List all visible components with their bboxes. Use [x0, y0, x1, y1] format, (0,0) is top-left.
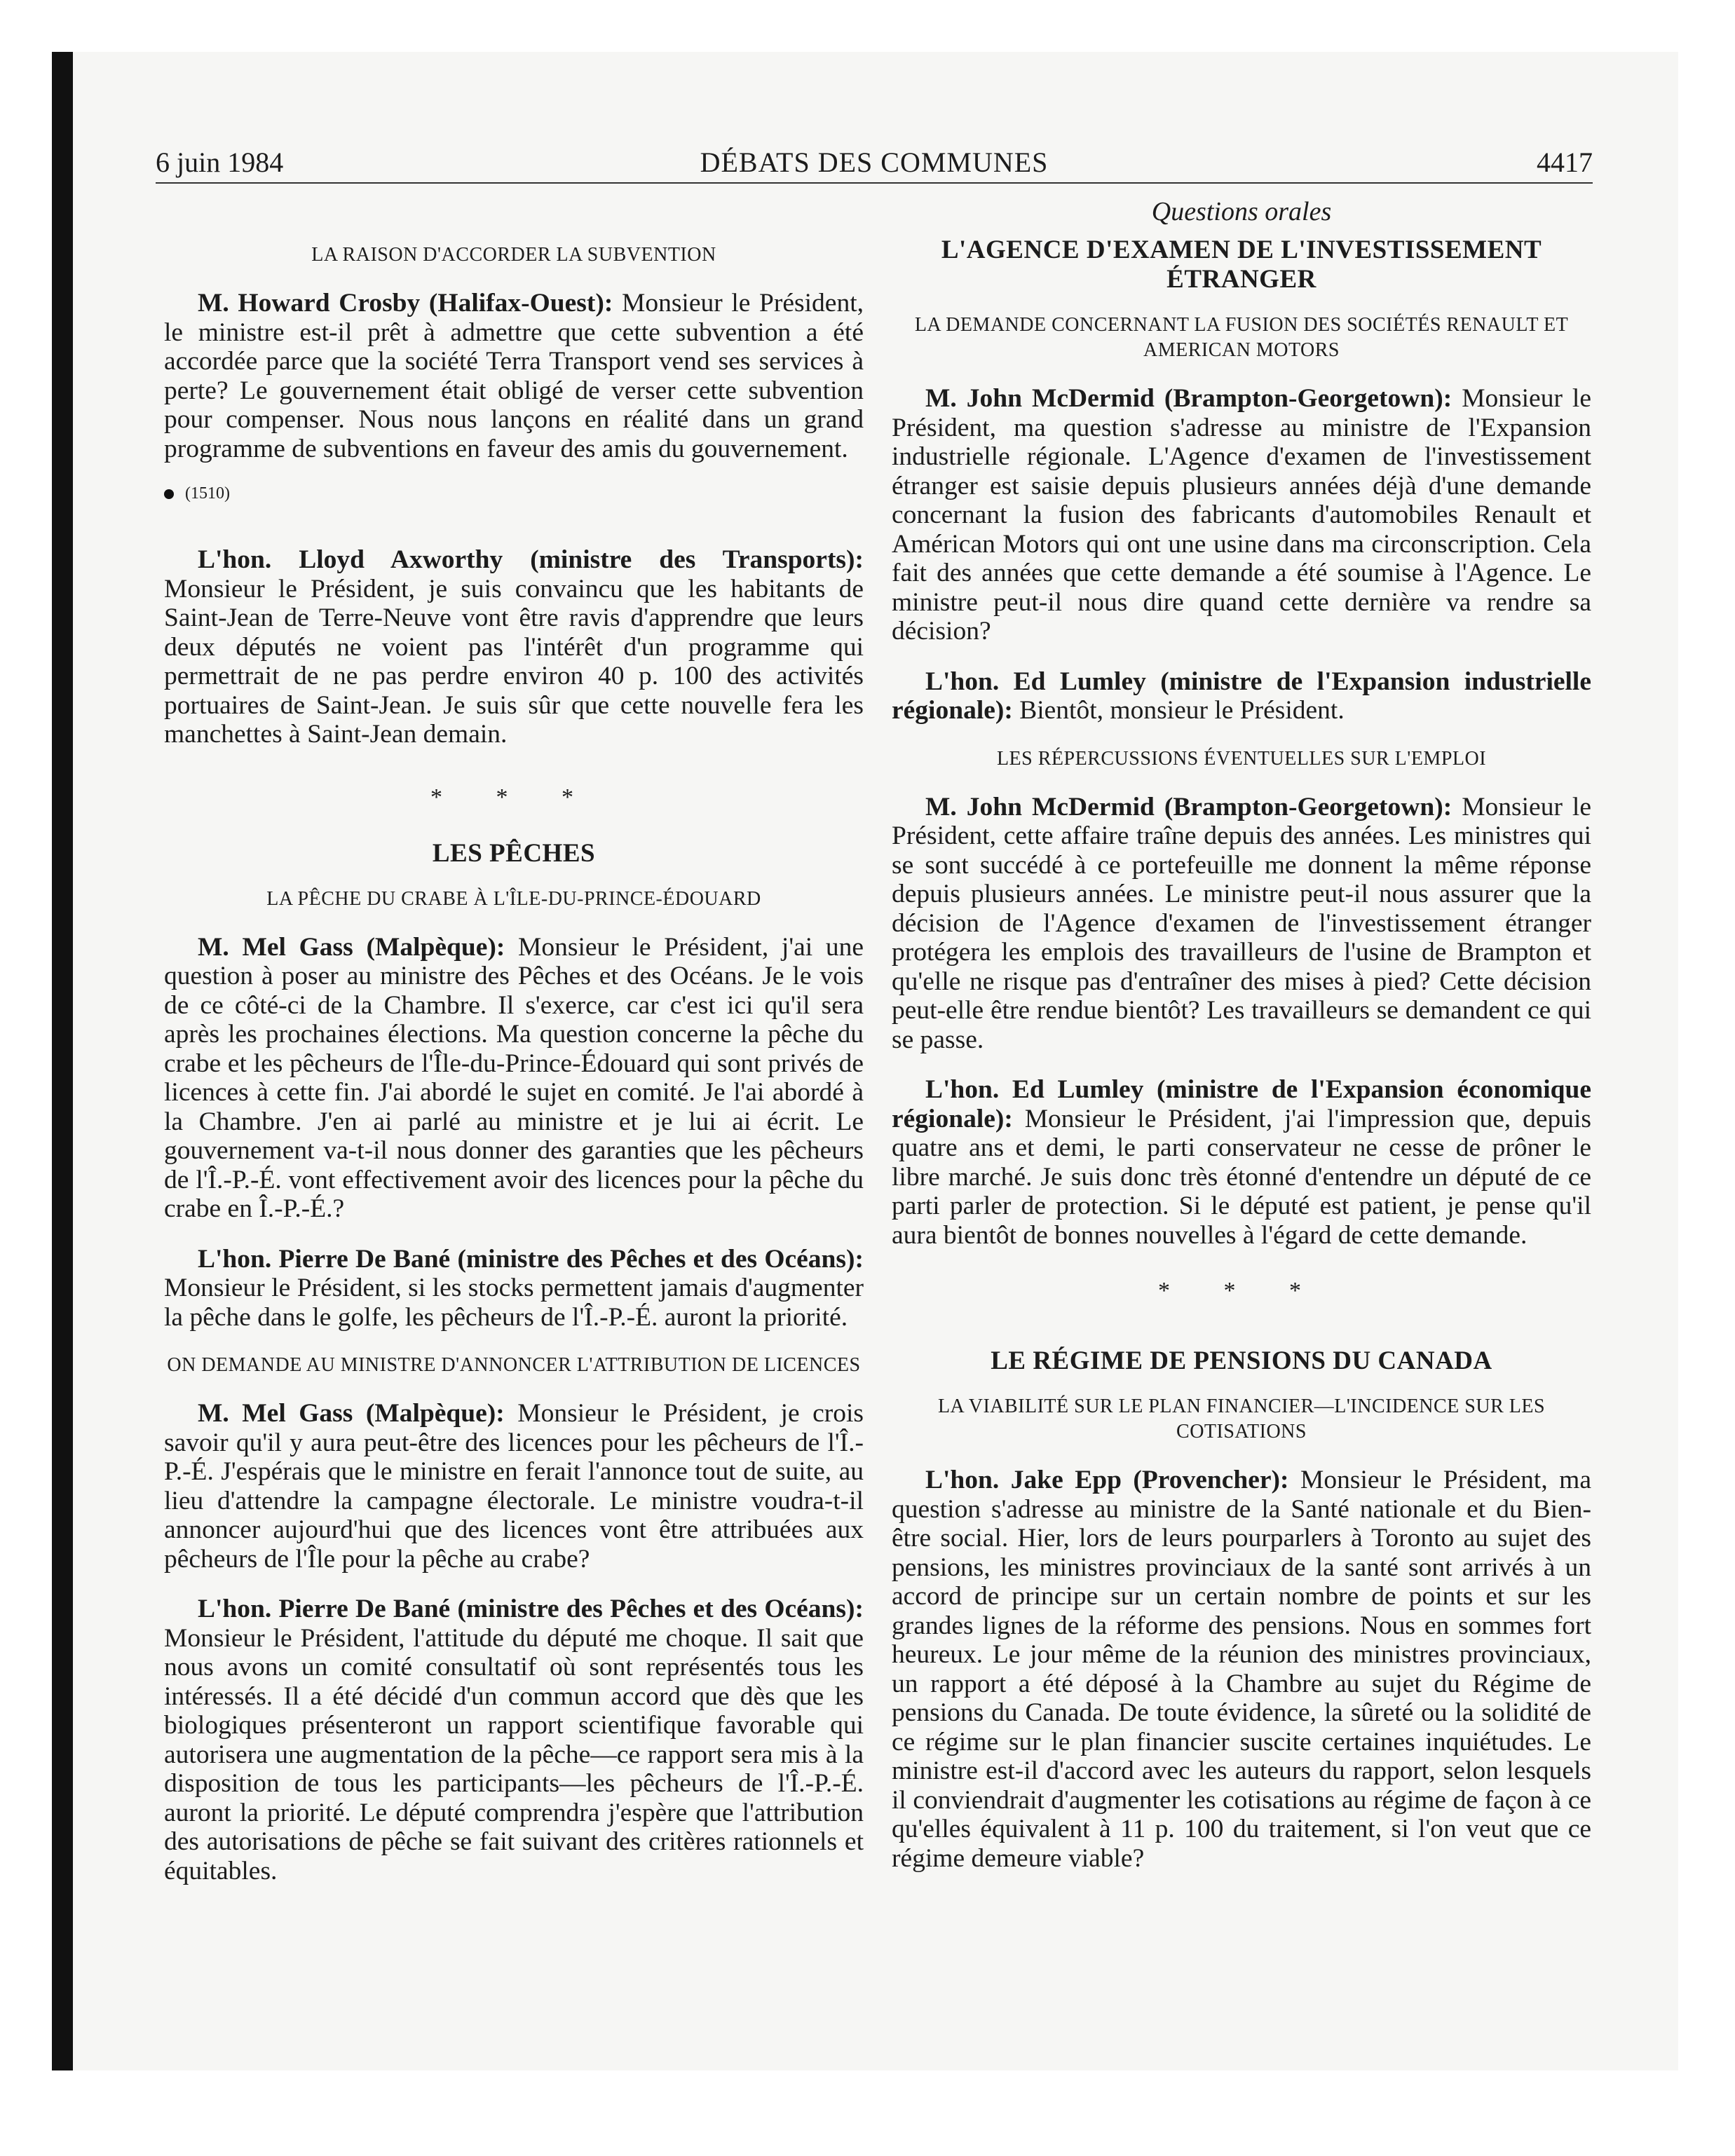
right-column — [892, 188, 1591, 1894]
section-separator: * * * — [430, 784, 597, 810]
subhead-viabilite: LA VIABILITÉ SUR LE PLAN FINANCIER—L'INCIDENCE SUR LES COTISATIONS — [937, 1396, 1546, 1442]
speech-text: Monsieur le Président, si les stocks permettent jamais d'augmenter la pêche dans le golfe, les pêcheurs de l'Î.-P.-É. auront la priorité. — [164, 1274, 864, 1332]
subhead-crabe: LA PÊCHE DU CRABE À L'ÎLE-DU-PRINCE-ÉDOUARD — [266, 887, 761, 910]
speech-text: Monsieur le Président, j'ai l'impression que, depuis quatre ans et demi, le parti conservateur ne cesse de prôner le libre marché. Je suis donc très étonné d'entendre un député de ce parti parler de protection. Si le député est patient, je pense qu'il aura bientôt de bonnes nouvelles à l'égard de cette demande. — [892, 1104, 1591, 1250]
timestamp — [164, 484, 864, 503]
paragraph-debane-1 — [164, 1245, 864, 1332]
speech-text: Monsieur le Président, le ministre est-il prêt à admettre que cette subvention a été accordée parce que la société Terra Transport vend ses services à perte? Le gouvernement était obligé de verser cette subvention pour compenser. Nous nous lançons en réalité dans un grand programme de subventions en faveur des amis du gouvernement. — [164, 289, 864, 463]
scan-edge-bar — [52, 52, 73, 2070]
header-title: DÉBATS DES COMMUNES — [700, 146, 1049, 178]
speaker-name: L'hon. Lloyd Axworthy (ministre des Transports): — [198, 545, 864, 574]
bullet-icon — [164, 489, 174, 499]
speech-text: Monsieur le Président, cette affaire traîne depuis des années. Les ministres qui se sont succédé à ce portefeuille me donnent la même réponse depuis plusieurs années. Le ministre peut-il nous assurer que la décision de l'Agence d'examen de l'investissement étranger protégera les emplois des travailleurs de l'usine de Brampton et qu'elle ne risque pas d'entraîner des mises à pied? Cette décision peut-elle être rendue bientôt? Les travailleurs se demandent ce qui se passe. — [892, 792, 1591, 1054]
paragraph-lumley-2 — [892, 1075, 1591, 1250]
subhead-subvention: LA RAISON D'ACCORDER LA SUBVENTION — [311, 244, 716, 266]
speaker-name: M. Howard Crosby (Halifax-Ouest): — [198, 289, 613, 318]
paragraph-debane-2 — [164, 1595, 864, 1885]
speech-text: Monsieur le Président, ma question s'adresse au ministre de la Santé nationale et du Bien-être social. Hier, lors de leurs pourparlers à Toronto au sujet des pensions, les ministres provinciaux de la santé sont arrivés à un accord de principe sur un certain nombre de points et sur les grandes lignes de la réforme des pensions. Nous en sommes fort heureux. Le jour même de la réunion des ministres provinciaux, un rapport a été déposé à la Chambre au sujet du Régime de pensions du Canada. De toute évidence, la sûreté ou la solidité de ce régime sur le plan financier suscite certaines inquiétudes. Le ministre est-il d'accord avec les auteurs du rapport, selon lesquels il conviendrait d'augmenter les cotisations au régime de façon à ce qu'elles équivalent à 11 p. 100 du traitement, si l'on veut que ce régime demeure viable? — [892, 1466, 1591, 1873]
subhead-renault: LA DEMANDE CONCERNANT LA FUSION DES SOCIÉTÉS RENAULT ET AMERICAN MOTORS — [914, 314, 1569, 361]
subhead-licences: ON DEMANDE AU MINISTRE D'ANNONCER L'ATTRIBUTION DE LICENCES — [167, 1354, 861, 1376]
speaker-name: L'hon. Jake Epp (Provencher): — [925, 1466, 1289, 1494]
speaker-name: M. John McDermid (Brampton-Georgetown): — [925, 384, 1452, 413]
paragraph-crosby — [164, 289, 864, 463]
speaker-name: M. John McDermid (Brampton-Georgetown): — [925, 792, 1452, 821]
subhead-emploi: LES RÉPERCUSSIONS ÉVENTUELLES SUR L'EMPLOI — [996, 747, 1487, 770]
section-title: Questions orales — [1151, 197, 1332, 226]
speaker-name: L'hon. Pierre De Bané (ministre des Pêches et des Océans): — [198, 1244, 864, 1274]
left-column — [164, 188, 864, 1906]
speaker-name: L'hon. Ed Lumley (ministre de l'Expansion économique régionale): — [892, 1075, 1591, 1133]
header-page-number: 4417 — [1537, 146, 1593, 178]
heading-peches: LES PÊCHES — [432, 838, 596, 868]
paragraph-mcdermid-1 — [892, 384, 1591, 646]
speech-text: Monsieur le Président, je suis convaincu que les habitants de Saint-Jean de Terre-Neuve vont être ravis d'apprendre que leurs deux députés ne voient pas l'intérêt d'un programme qui permettrait de ne pas perdre environ 40 p. 100 des activités portuaires de Saint-Jean. Je suis sûr que cette nouvelle fera les manchettes à Saint-Jean demain. — [164, 574, 864, 749]
speech-text: Bientôt, monsieur le Président. — [1012, 696, 1345, 725]
paragraph-gass-2 — [164, 1399, 864, 1574]
speaker-name: L'hon. Ed Lumley (ministre de l'Expansion industrielle régionale): — [892, 667, 1591, 725]
paragraph-mcdermid-2 — [892, 793, 1591, 1055]
speaker-name: M. Mel Gass (Malpèque): — [198, 932, 505, 962]
heading-pensions: LE RÉGIME DE PENSIONS DU CANADA — [991, 1346, 1492, 1375]
speech-text: Monsieur le Président, l'attitude du député me choque. Il sait que nous avons un comité consultatif où sont représentés tous les intéressés. Il a été décidé d'un commun accord que dès que les biologiques présenteront un rapport scientifique favorable qui autorisera une augmentation de la pêche—ce rapport sera mis à la disposition de tous les participants—les pêcheurs de l'Î.-P.-É. auront la priorité. Le député comprendra j'espère que l'attribution des autorisations de pêche se fait suivant des critères rationnels et équitables. — [164, 1623, 864, 1885]
speech-text: Monsieur le Président, j'ai une question à poser au ministre des Pêches et des Océans. Je le vois de ce côté-ci de la Chambre. Il s'exerce, car c'est ici qu'il sera après les prochaines élections. Ma question concerne la pêche du crabe et les pêcheurs de l'Île-du-Prince-Édouard qui sont privés de licences à cette fin. J'ai abordé le sujet en comité. Je l'ai abordé à la Chambre. J'en ai parlé au ministre et je lui ai écrit. Le gouvernement va-t-il nous donner des garanties que les pêcheurs de l'Î.-P.-É. vont effectivement avoir des licences pour la pêche du crabe en Î.-P.-É.? — [164, 932, 864, 1223]
header-date: 6 juin 1984 — [156, 146, 284, 178]
timestamp-text: (1510) — [185, 484, 230, 503]
paragraph-gass-1 — [164, 933, 864, 1224]
section-separator: * * * — [1158, 1278, 1325, 1304]
page-header — [156, 146, 1593, 184]
speaker-name: L'hon. Pierre De Bané (ministre des Pêches et des Océans): — [198, 1595, 864, 1623]
speech-text: Monsieur le Président, ma question s'adresse au ministre de l'Expansion industrielle régionale. L'Agence d'examen de l'investissement étranger est saisie depuis plusieurs années déjà d'une demande concernant la fusion des fabricants d'automobiles Renault et Américan Motors qui ont une usine dans ma circonscription. Cela fait des années que cette demande a été soumise à l'Agence. Le ministre peut-il nous dire quand cette dernière va rendre sa décision? — [892, 384, 1591, 646]
heading-agence: L'AGENCE D'EXAMEN DE L'INVESTISSEMENT ÉTRANGER — [941, 236, 1542, 294]
speaker-name: M. Mel Gass (Malpèque): — [198, 1399, 505, 1428]
paragraph-lumley-1 — [892, 667, 1591, 725]
paragraph-axworthy — [164, 545, 864, 749]
paragraph-epp — [892, 1466, 1591, 1873]
speech-text: Monsieur le Président, je crois savoir qu'il y aura peut-être des licences pour les pêcheurs de l'Î.-P.-É. J'espérais que le ministre en ferait l'annonce tout de suite, au lieu d'attendre la campagne électorale. Le ministre voudra-t-il annoncer aujourd'hui que des licences vont être attribuées aux pêcheurs de l'Île pour la pêche au crabe? — [164, 1399, 864, 1574]
